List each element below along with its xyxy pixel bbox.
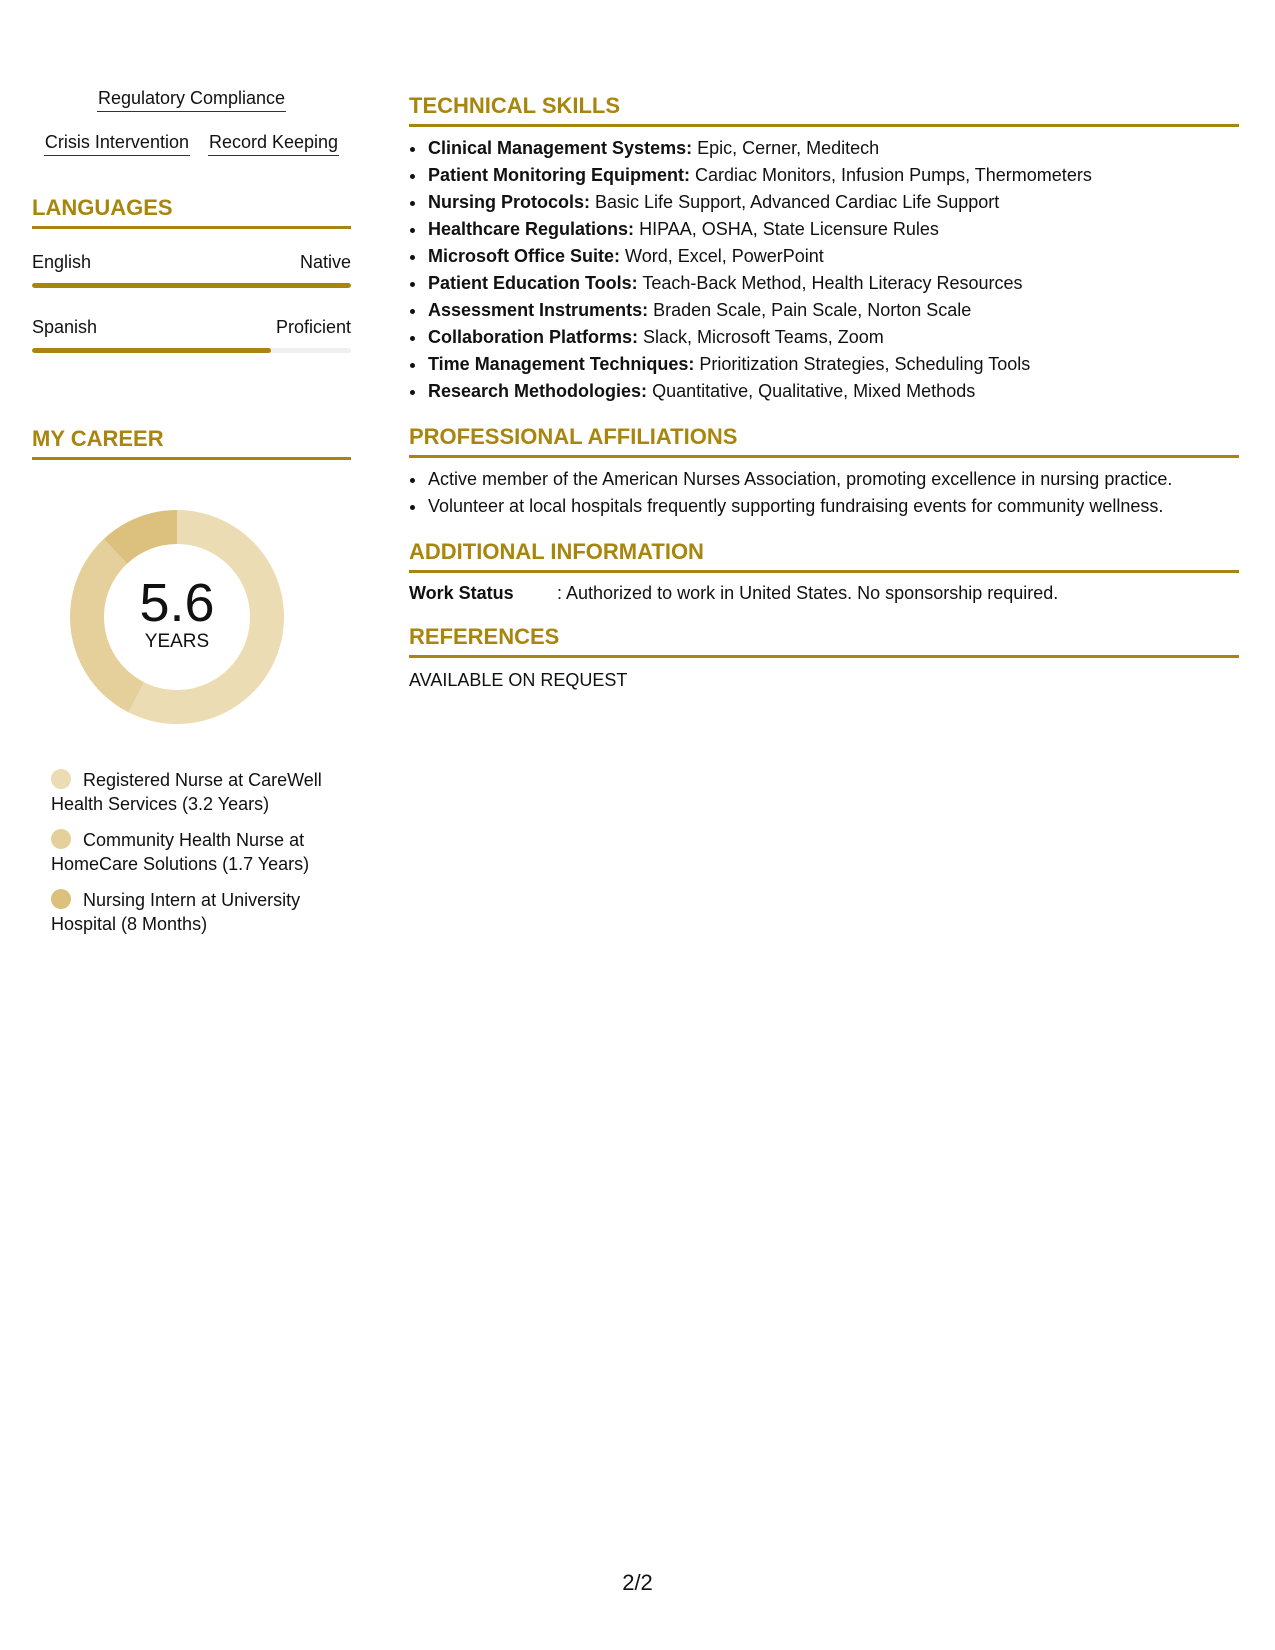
page-number: 2/2 [622, 1570, 653, 1595]
right-column [409, 92, 1239, 692]
list-item: • Research Methodologies: Quantitative, Qualitative, Mixed Methods [427, 378, 1239, 405]
language-bar-fill [32, 348, 271, 353]
list-item: • Nursing Protocols: Basic Life Support, Advanced Cardiac Life Support [427, 189, 1239, 216]
references-text: AVAILABLE ON REQUEST [409, 670, 628, 690]
language-bar-fill [32, 283, 351, 288]
career-legend-label: Registered Nurse at CareWell Health Services (3.2 Years) [51, 770, 322, 814]
legend-dot-icon [51, 769, 71, 789]
language-level: Proficient [275, 317, 351, 337]
career-total-value: 5.6 [139, 573, 215, 633]
career-donut-chart [62, 502, 292, 732]
career-heading: MY CAREER [32, 425, 351, 460]
language-item [32, 251, 351, 288]
language-level: Native [299, 252, 351, 272]
career-legend-label: Nursing Intern at University Hospital (8 Months) [51, 890, 301, 934]
career-legend-item [51, 768, 336, 816]
language-bar [32, 283, 351, 288]
skill-tag: Crisis Intervention [44, 130, 190, 156]
list-item: • Time Management Techniques: Prioritization Strategies, Scheduling Tools [427, 351, 1239, 378]
language-name: Spanish [32, 317, 98, 337]
skills-row [32, 86, 351, 112]
affiliations-heading: PROFESSIONAL AFFILIATIONS [409, 423, 1239, 458]
language-bar [32, 348, 351, 353]
affiliations-list [409, 466, 1239, 520]
language-name: English [32, 252, 92, 272]
references-heading: REFERENCES [409, 623, 1239, 658]
list-item: • Assessment Instruments: Braden Scale, Pain Scale, Norton Scale [427, 297, 1239, 324]
work-status-label: Work Status [409, 583, 514, 603]
legend-dot-icon [51, 889, 71, 909]
list-item: • Collaboration Platforms: Slack, Microsoft Teams, Zoom [427, 324, 1239, 351]
left-column [32, 86, 351, 948]
work-status-value: : Authorized to work in United States. No sponsorship required. [557, 583, 1059, 603]
skills-row [32, 130, 351, 156]
list-item: • Microsoft Office Suite: Word, Excel, PowerPoint [427, 243, 1239, 270]
language-item [32, 316, 351, 353]
list-item: • Patient Education Tools: Teach-Back Method, Health Literacy Resources [427, 270, 1239, 297]
career-legend-item [51, 828, 336, 876]
technical-skills-heading: TECHNICAL SKILLS [409, 92, 1239, 127]
languages-heading: LANGUAGES [32, 194, 351, 229]
list-item: • Active member of the American Nurses Association, promoting excellence in nursing practice. [427, 466, 1239, 493]
career-legend [51, 768, 336, 936]
list-item: • Volunteer at local hospitals frequently supporting fundraising events for community wellness. [427, 493, 1239, 520]
additional-info-heading: ADDITIONAL INFORMATION [409, 538, 1239, 573]
skill-tag: Regulatory Compliance [97, 86, 286, 112]
work-status-row [409, 581, 1239, 605]
career-legend-item [51, 888, 336, 936]
list-item: • Patient Monitoring Equipment: Cardiac Monitors, Infusion Pumps, Thermometers [427, 162, 1239, 189]
list-item: • Clinical Management Systems: Epic, Cerner, Meditech [427, 135, 1239, 162]
list-item: • Healthcare Regulations: HIPAA, OSHA, State Licensure Rules [427, 216, 1239, 243]
technical-skills-list [409, 135, 1239, 405]
skill-tag: Record Keeping [208, 130, 339, 156]
legend-dot-icon [51, 829, 71, 849]
career-legend-label: Community Health Nurse at HomeCare Solutions (1.7 Years) [51, 830, 310, 874]
career-total-unit: YEARS [144, 631, 210, 652]
